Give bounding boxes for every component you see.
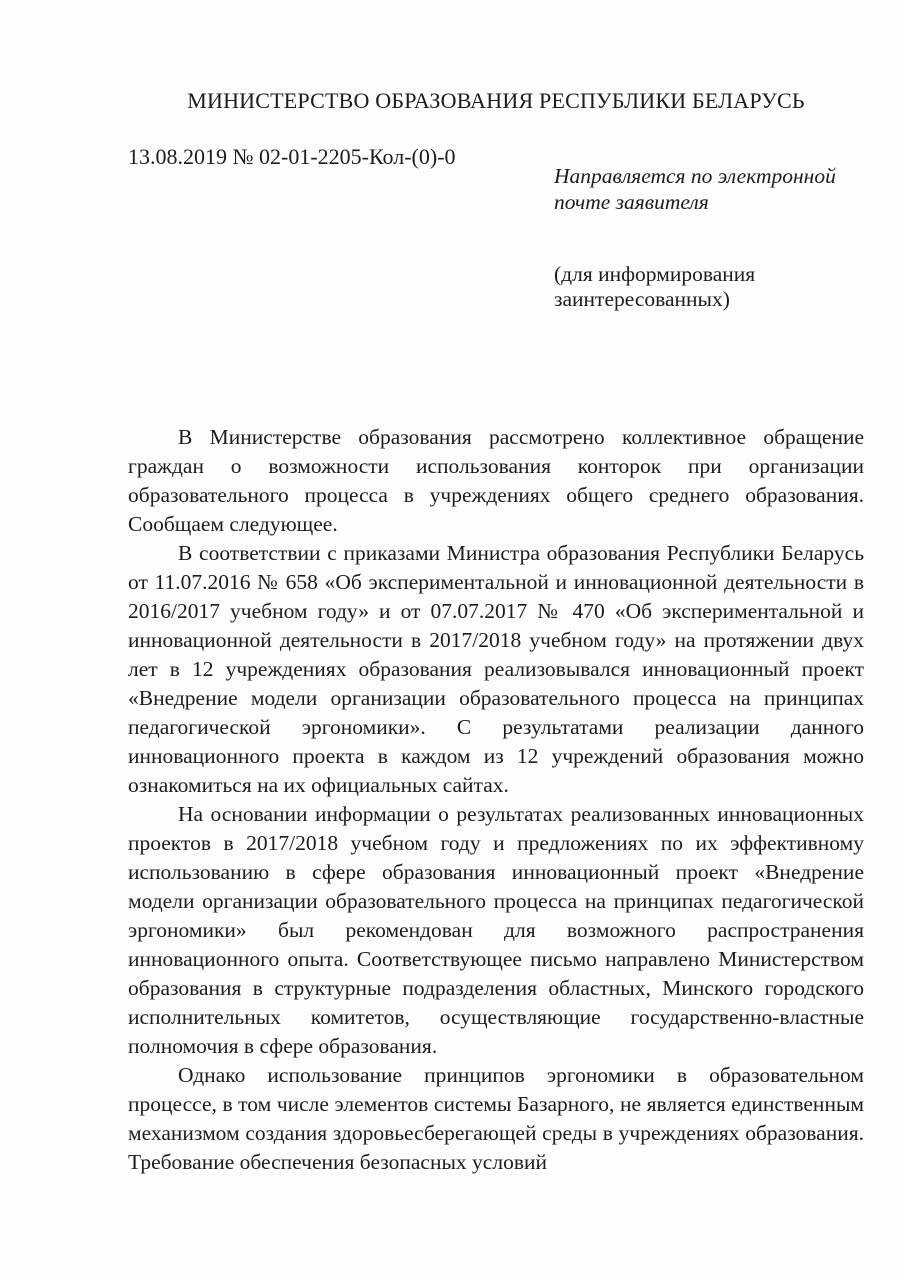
letter-body: [128, 423, 864, 1177]
reference-row: [128, 144, 864, 313]
addressee-info-note: (для информирования заинтересованных): [554, 261, 756, 312]
delivery-notes-column: [554, 144, 864, 313]
body-paragraph-4: Однако использование принципов эргономики в образовательном процессе, в том числе элементов системы Базарного, не является единственным механизмом создания здоровьесберегающей среды в учреждениях образования. Требование обеспечения безопасных условий: [128, 1063, 864, 1175]
outgoing-date-number: 13.08.2019 № 02-01-2205-Кол-(0)-0: [128, 144, 456, 169]
body-paragraph-1: В Министерстве образования рассмотрено коллективное обращение граждан о возможности использования конторок при организации образовательного процесса в учреждениях общего среднего образования. Сообщаем следующее.: [128, 425, 864, 537]
delivery-method-note: Направляется по электронной почте заявителя: [554, 164, 836, 214]
ministry-letterhead-title: МИНИСТЕРСТВО ОБРАЗОВАНИЯ РЕСПУБЛИКИ БЕЛАРУСЬ: [187, 88, 805, 113]
body-paragraph-2: В соответствии с приказами Министра образования Республики Беларусь от 11.07.2016 № 658 «Об экспериментальной и инновационной деятельности в 2016/2017 учебном году» и от 07.07.2017 № 470 «Об экспериментальной и инновационной деятельности в 2017/2018 учебном году» на протяжении двух лет в 12 учреждениях образования реализовывался инновационный проект «Внедрение модели организации образовательного процесса на принципах педагогической эргономики». С результатами реализации данного инновационного проекта в каждом из 12 учреждений образования можно ознакомиться на их официальных сайтах.: [128, 541, 864, 798]
body-paragraph-3: На основании информации о результатах реализованных инновационных проектов в 2017/2018 учебном году и предложениях по их эффективному использованию в сфере образования инновационный проект «Внедрение модели организации образовательного процесса на принципах педагогической эргономики» был рекомендован для возможного распространения инновационного опыта. Соответствующее письмо направлено Министерством образования в структурные подразделения областных, Минского городского исполнительных комитетов, осуществляющие государственно-властные полномочия в сфере образования.: [128, 802, 864, 1059]
